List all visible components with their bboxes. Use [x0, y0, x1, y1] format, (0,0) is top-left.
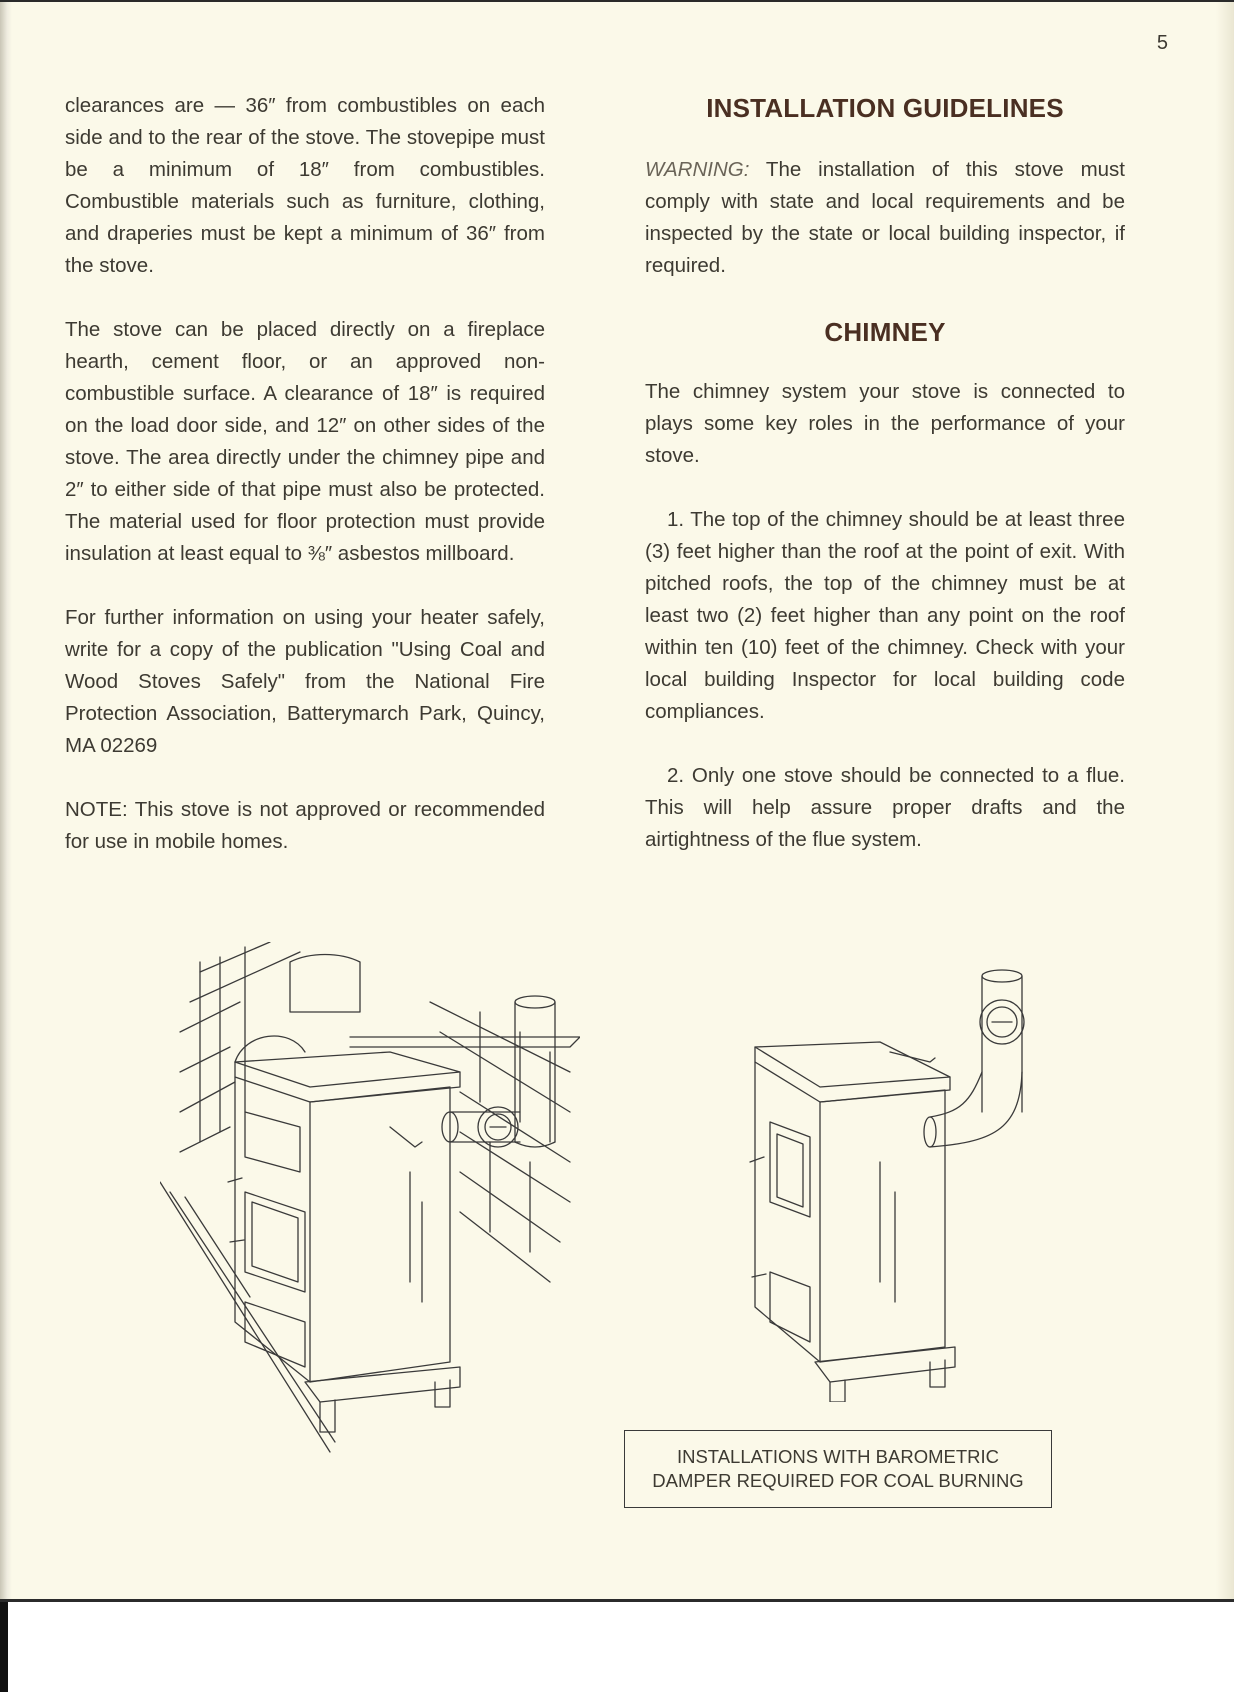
right-column: [645, 90, 1125, 888]
stove-wall-installation-illustration: [160, 942, 580, 1462]
warning-paragraph: [645, 154, 1125, 282]
scan-bottom-margin: [0, 1602, 1234, 1692]
chimney-heading: CHIMNEY: [824, 317, 946, 347]
chimney-intro: The chimney system your stove is connected to plays some key roles in the performance of your stove.: [645, 380, 1125, 467]
mobile-home-note: NOTE: This stove is not approved or recommended for use in mobile homes.: [65, 798, 545, 853]
warning-label: WARNING:: [645, 158, 750, 181]
left-column: [65, 90, 545, 890]
page-left-shadow: [0, 2, 12, 1692]
page-right-shadow: [1216, 2, 1234, 1602]
placement-paragraph: The stove can be placed directly on a fireplace hearth, cement floor, or an approved non-combustible surface. A clearance of 18″ is required on the load door side, and 12″ on other sides of the stove. The area directly under the chimney pipe and 2″ to either side of that pipe must also be protected. The material used for floor protection must provide insulation at least equal to ⅜″ asbestos millboard.: [65, 318, 545, 565]
further-info-paragraph: For further information on using your heater safely, write for a copy of the publication "Using Coal and Wood Stoves Safely" from the National Fire Protection Association, Batterymarch Park, Quincy, MA 02269: [65, 606, 545, 757]
stove-elbow-damper-illustration: [730, 962, 1030, 1402]
installation-guidelines-heading: INSTALLATION GUIDELINES: [706, 93, 1064, 123]
installation-caption-box: [624, 1430, 1052, 1508]
chimney-item-2: 2. Only one stove should be connected to a flue. This will help assure proper drafts and the airtightness of the flue system.: [645, 764, 1125, 851]
chimney-item-1: 1. The top of the chimney should be at least three (3) feet higher than the roof at the point of exit. With pitched roofs, the top of the chimney must be at least two (2) feet higher than any point on the roof within ten (10) feet of the chimney. Check with your local building Inspector for local building code compliances.: [645, 508, 1125, 723]
clearances-paragraph: clearances are — 36″ from combustibles on each side and to the rear of the stove. The stovepipe must be a minimum of 18″ from combustibles. Combustible materials such as furniture, clothing, and draperies must be kept a minimum of 36″ from the stove.: [65, 94, 545, 277]
page-number: 5: [1156, 32, 1168, 54]
caption-line-1: INSTALLATIONS WITH BAROMETRIC: [676, 1446, 1000, 1467]
caption-text: [652, 1445, 1023, 1493]
caption-line-2: DAMPER REQUIRED FOR COAL BURNING: [652, 1470, 1024, 1491]
warning-text: The installation of this stove must comply with state and local requirements and be inspected by the state or local building inspector, if required.: [645, 158, 1125, 277]
scan-edge-mark: [0, 1602, 8, 1692]
